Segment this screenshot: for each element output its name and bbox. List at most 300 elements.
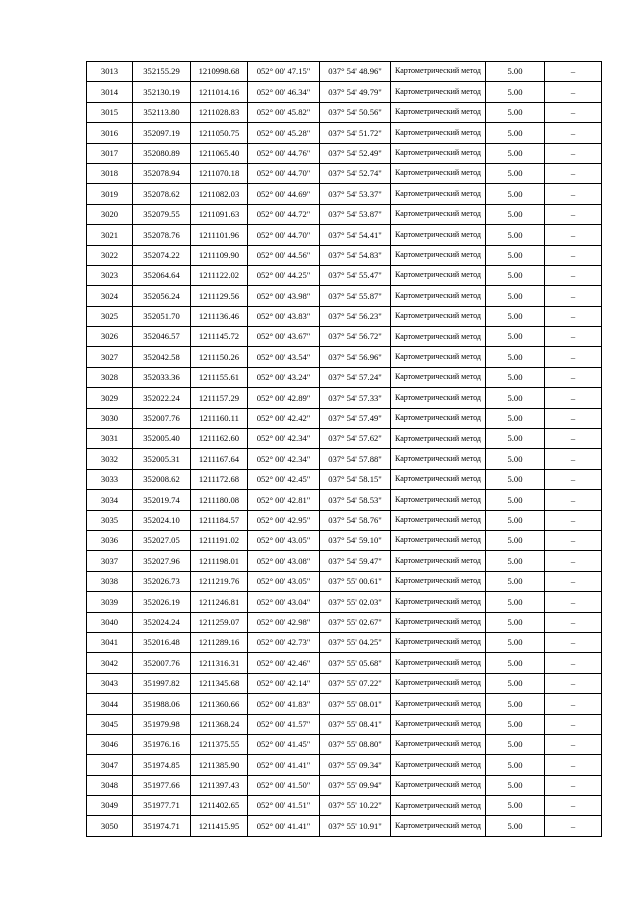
method-cell: Картометрический метод [391, 694, 486, 714]
point-number-cell: 3029 [87, 388, 133, 408]
table-row [87, 653, 602, 673]
y-coordinate-cell: 1211160.11 [191, 408, 248, 428]
latitude-cell: 052° 00' 43.05" [248, 530, 320, 550]
y-coordinate-cell: 1211368.24 [191, 714, 248, 734]
point-number-cell: 3032 [87, 449, 133, 469]
y-coordinate-cell: 1211180.08 [191, 490, 248, 510]
accuracy-cell: 5.00 [486, 571, 545, 591]
point-number-cell: 3040 [87, 612, 133, 632]
accuracy-cell: 5.00 [486, 62, 545, 82]
method-cell: Картометрический метод [391, 327, 486, 347]
method-cell: Картометрический метод [391, 347, 486, 367]
longitude-cell: 037° 54' 56.72" [320, 327, 391, 347]
table-row [87, 755, 602, 775]
x-coordinate-cell: 352113.80 [133, 102, 191, 122]
method-cell: Картометрический метод [391, 62, 486, 82]
latitude-cell: 052° 00' 43.05" [248, 571, 320, 591]
table-row [87, 245, 602, 265]
accuracy-cell: 5.00 [486, 225, 545, 245]
table-row [87, 612, 602, 632]
x-coordinate-cell: 352026.19 [133, 592, 191, 612]
accuracy-cell: 5.00 [486, 204, 545, 224]
longitude-cell: 037° 55' 08.01" [320, 694, 391, 714]
point-number-cell: 3013 [87, 62, 133, 82]
latitude-cell: 052° 00' 41.83" [248, 694, 320, 714]
point-number-cell: 3018 [87, 163, 133, 183]
x-coordinate-cell: 352016.48 [133, 632, 191, 652]
longitude-cell: 037° 55' 08.80" [320, 734, 391, 754]
y-coordinate-cell: 1211136.46 [191, 306, 248, 326]
note-cell: – [545, 530, 602, 550]
accuracy-cell: 5.00 [486, 163, 545, 183]
longitude-cell: 037° 55' 09.94" [320, 775, 391, 795]
x-coordinate-cell: 351988.06 [133, 694, 191, 714]
longitude-cell: 037° 54' 52.49" [320, 143, 391, 163]
accuracy-cell: 5.00 [486, 816, 545, 836]
note-cell: – [545, 653, 602, 673]
method-cell: Картометрический метод [391, 653, 486, 673]
point-number-cell: 3044 [87, 694, 133, 714]
latitude-cell: 052° 00' 44.25" [248, 265, 320, 285]
x-coordinate-cell: 352064.64 [133, 265, 191, 285]
note-cell: – [545, 449, 602, 469]
latitude-cell: 052° 00' 43.98" [248, 286, 320, 306]
note-cell: – [545, 734, 602, 754]
table-row [87, 204, 602, 224]
y-coordinate-cell: 1211375.55 [191, 734, 248, 754]
table-row [87, 714, 602, 734]
point-number-cell: 3022 [87, 245, 133, 265]
note-cell: – [545, 286, 602, 306]
longitude-cell: 037° 54' 58.53" [320, 490, 391, 510]
y-coordinate-cell: 1211157.29 [191, 388, 248, 408]
latitude-cell: 052° 00' 42.46" [248, 653, 320, 673]
method-cell: Картометрический метод [391, 449, 486, 469]
point-number-cell: 3026 [87, 327, 133, 347]
latitude-cell: 052° 00' 43.54" [248, 347, 320, 367]
latitude-cell: 052° 00' 41.50" [248, 775, 320, 795]
latitude-cell: 052° 00' 43.24" [248, 367, 320, 387]
note-cell: – [545, 102, 602, 122]
method-cell: Картометрический метод [391, 204, 486, 224]
table-row [87, 530, 602, 550]
x-coordinate-cell: 351974.85 [133, 755, 191, 775]
table-row [87, 327, 602, 347]
method-cell: Картометрический метод [391, 612, 486, 632]
y-coordinate-cell: 1211402.65 [191, 796, 248, 816]
point-number-cell: 3023 [87, 265, 133, 285]
accuracy-cell: 5.00 [486, 388, 545, 408]
method-cell: Картометрический метод [391, 673, 486, 693]
longitude-cell: 037° 54' 57.24" [320, 367, 391, 387]
accuracy-cell: 5.00 [486, 551, 545, 571]
point-number-cell: 3024 [87, 286, 133, 306]
latitude-cell: 052° 00' 41.45" [248, 734, 320, 754]
latitude-cell: 052° 00' 42.45" [248, 469, 320, 489]
y-coordinate-cell: 1211385.90 [191, 755, 248, 775]
point-number-cell: 3020 [87, 204, 133, 224]
accuracy-cell: 5.00 [486, 327, 545, 347]
note-cell: – [545, 551, 602, 571]
method-cell: Картометрический метод [391, 143, 486, 163]
note-cell: – [545, 347, 602, 367]
latitude-cell: 052° 00' 41.41" [248, 816, 320, 836]
table-row [87, 490, 602, 510]
point-number-cell: 3049 [87, 796, 133, 816]
x-coordinate-cell: 351979.98 [133, 714, 191, 734]
note-cell: – [545, 408, 602, 428]
latitude-cell: 052° 00' 41.57" [248, 714, 320, 734]
table-row [87, 388, 602, 408]
note-cell: – [545, 245, 602, 265]
latitude-cell: 052° 00' 42.98" [248, 612, 320, 632]
x-coordinate-cell: 351976.16 [133, 734, 191, 754]
longitude-cell: 037° 54' 54.41" [320, 225, 391, 245]
x-coordinate-cell: 352026.73 [133, 571, 191, 591]
accuracy-cell: 5.00 [486, 184, 545, 204]
y-coordinate-cell: 1211415.95 [191, 816, 248, 836]
accuracy-cell: 5.00 [486, 286, 545, 306]
y-coordinate-cell: 1211091.63 [191, 204, 248, 224]
method-cell: Картометрический метод [391, 714, 486, 734]
y-coordinate-cell: 1211172.68 [191, 469, 248, 489]
y-coordinate-cell: 1211145.72 [191, 327, 248, 347]
latitude-cell: 052° 00' 44.56" [248, 245, 320, 265]
point-number-cell: 3019 [87, 184, 133, 204]
longitude-cell: 037° 55' 10.91" [320, 816, 391, 836]
latitude-cell: 052° 00' 42.73" [248, 632, 320, 652]
method-cell: Картометрический метод [391, 286, 486, 306]
coordinates-table [86, 61, 602, 837]
latitude-cell: 052° 00' 45.28" [248, 123, 320, 143]
accuracy-cell: 5.00 [486, 469, 545, 489]
x-coordinate-cell: 351997.82 [133, 673, 191, 693]
longitude-cell: 037° 54' 57.33" [320, 388, 391, 408]
method-cell: Картометрический метод [391, 551, 486, 571]
table-row [87, 449, 602, 469]
y-coordinate-cell: 1211082.03 [191, 184, 248, 204]
longitude-cell: 037° 54' 56.23" [320, 306, 391, 326]
x-coordinate-cell: 352019.74 [133, 490, 191, 510]
latitude-cell: 052° 00' 42.81" [248, 490, 320, 510]
latitude-cell: 052° 00' 44.70" [248, 163, 320, 183]
x-coordinate-cell: 352074.22 [133, 245, 191, 265]
longitude-cell: 037° 54' 53.87" [320, 204, 391, 224]
point-number-cell: 3038 [87, 571, 133, 591]
x-coordinate-cell: 352022.24 [133, 388, 191, 408]
table-row [87, 123, 602, 143]
table-row [87, 796, 602, 816]
longitude-cell: 037° 55' 08.41" [320, 714, 391, 734]
note-cell: – [545, 225, 602, 245]
accuracy-cell: 5.00 [486, 755, 545, 775]
method-cell: Картометрический метод [391, 429, 486, 449]
table-row [87, 62, 602, 82]
method-cell: Картометрический метод [391, 408, 486, 428]
longitude-cell: 037° 54' 50.56" [320, 102, 391, 122]
accuracy-cell: 5.00 [486, 143, 545, 163]
accuracy-cell: 5.00 [486, 673, 545, 693]
note-cell: – [545, 163, 602, 183]
method-cell: Картометрический метод [391, 102, 486, 122]
method-cell: Картометрический метод [391, 388, 486, 408]
method-cell: Картометрический метод [391, 816, 486, 836]
accuracy-cell: 5.00 [486, 796, 545, 816]
method-cell: Картометрический метод [391, 123, 486, 143]
accuracy-cell: 5.00 [486, 694, 545, 714]
point-number-cell: 3014 [87, 82, 133, 102]
method-cell: Картометрический метод [391, 796, 486, 816]
longitude-cell: 037° 55' 05.68" [320, 653, 391, 673]
point-number-cell: 3041 [87, 632, 133, 652]
point-number-cell: 3021 [87, 225, 133, 245]
longitude-cell: 037° 54' 59.47" [320, 551, 391, 571]
x-coordinate-cell: 351974.71 [133, 816, 191, 836]
point-number-cell: 3031 [87, 429, 133, 449]
accuracy-cell: 5.00 [486, 306, 545, 326]
longitude-cell: 037° 54' 59.10" [320, 530, 391, 550]
point-number-cell: 3034 [87, 490, 133, 510]
latitude-cell: 052° 00' 42.34" [248, 449, 320, 469]
latitude-cell: 052° 00' 42.34" [248, 429, 320, 449]
note-cell: – [545, 82, 602, 102]
latitude-cell: 052° 00' 42.95" [248, 510, 320, 530]
note-cell: – [545, 612, 602, 632]
x-coordinate-cell: 352078.76 [133, 225, 191, 245]
accuracy-cell: 5.00 [486, 592, 545, 612]
method-cell: Картометрический метод [391, 734, 486, 754]
latitude-cell: 052° 00' 41.41" [248, 755, 320, 775]
y-coordinate-cell: 1211122.02 [191, 265, 248, 285]
accuracy-cell: 5.00 [486, 612, 545, 632]
accuracy-cell: 5.00 [486, 265, 545, 285]
method-cell: Картометрический метод [391, 184, 486, 204]
x-coordinate-cell: 352027.05 [133, 530, 191, 550]
note-cell: – [545, 143, 602, 163]
point-number-cell: 3030 [87, 408, 133, 428]
point-number-cell: 3042 [87, 653, 133, 673]
x-coordinate-cell: 352079.55 [133, 204, 191, 224]
point-number-cell: 3015 [87, 102, 133, 122]
note-cell: – [545, 123, 602, 143]
y-coordinate-cell: 1211014.16 [191, 82, 248, 102]
x-coordinate-cell: 352033.36 [133, 367, 191, 387]
method-cell: Картометрический метод [391, 775, 486, 795]
table-row [87, 225, 602, 245]
latitude-cell: 052° 00' 42.14" [248, 673, 320, 693]
point-number-cell: 3025 [87, 306, 133, 326]
table-row [87, 632, 602, 652]
latitude-cell: 052° 00' 43.08" [248, 551, 320, 571]
table-row [87, 734, 602, 754]
table-row [87, 367, 602, 387]
table-row [87, 571, 602, 591]
accuracy-cell: 5.00 [486, 653, 545, 673]
note-cell: – [545, 694, 602, 714]
y-coordinate-cell: 1211191.02 [191, 530, 248, 550]
x-coordinate-cell: 352027.96 [133, 551, 191, 571]
note-cell: – [545, 388, 602, 408]
x-coordinate-cell: 351977.71 [133, 796, 191, 816]
note-cell: – [545, 775, 602, 795]
longitude-cell: 037° 54' 55.87" [320, 286, 391, 306]
longitude-cell: 037° 55' 02.67" [320, 612, 391, 632]
table-row [87, 673, 602, 693]
x-coordinate-cell: 352046.57 [133, 327, 191, 347]
longitude-cell: 037° 54' 58.76" [320, 510, 391, 530]
y-coordinate-cell: 1211345.68 [191, 673, 248, 693]
longitude-cell: 037° 55' 10.22" [320, 796, 391, 816]
accuracy-cell: 5.00 [486, 245, 545, 265]
y-coordinate-cell: 1211184.57 [191, 510, 248, 530]
table-body [87, 62, 602, 837]
method-cell: Картометрический метод [391, 367, 486, 387]
y-coordinate-cell: 1210998.68 [191, 62, 248, 82]
method-cell: Картометрический метод [391, 225, 486, 245]
y-coordinate-cell: 1211259.07 [191, 612, 248, 632]
y-coordinate-cell: 1211065.40 [191, 143, 248, 163]
x-coordinate-cell: 352042.58 [133, 347, 191, 367]
x-coordinate-cell: 352078.94 [133, 163, 191, 183]
y-coordinate-cell: 1211289.16 [191, 632, 248, 652]
point-number-cell: 3047 [87, 755, 133, 775]
table-row [87, 694, 602, 714]
longitude-cell: 037° 54' 55.47" [320, 265, 391, 285]
table-row [87, 592, 602, 612]
longitude-cell: 037° 55' 07.22" [320, 673, 391, 693]
accuracy-cell: 5.00 [486, 347, 545, 367]
note-cell: – [545, 367, 602, 387]
method-cell: Картометрический метод [391, 490, 486, 510]
point-number-cell: 3039 [87, 592, 133, 612]
y-coordinate-cell: 1211101.96 [191, 225, 248, 245]
longitude-cell: 037° 55' 04.25" [320, 632, 391, 652]
longitude-cell: 037° 55' 02.03" [320, 592, 391, 612]
y-coordinate-cell: 1211167.64 [191, 449, 248, 469]
method-cell: Картометрический метод [391, 530, 486, 550]
point-number-cell: 3027 [87, 347, 133, 367]
table-row [87, 184, 602, 204]
longitude-cell: 037° 55' 09.34" [320, 755, 391, 775]
point-number-cell: 3036 [87, 530, 133, 550]
method-cell: Картометрический метод [391, 306, 486, 326]
note-cell: – [545, 265, 602, 285]
latitude-cell: 052° 00' 47.15" [248, 62, 320, 82]
y-coordinate-cell: 1211150.26 [191, 347, 248, 367]
table-row [87, 286, 602, 306]
table-row [87, 408, 602, 428]
x-coordinate-cell: 352024.24 [133, 612, 191, 632]
latitude-cell: 052° 00' 41.51" [248, 796, 320, 816]
note-cell: – [545, 510, 602, 530]
accuracy-cell: 5.00 [486, 775, 545, 795]
point-number-cell: 3017 [87, 143, 133, 163]
x-coordinate-cell: 352005.40 [133, 429, 191, 449]
method-cell: Картометрический метод [391, 82, 486, 102]
method-cell: Картометрический метод [391, 571, 486, 591]
longitude-cell: 037° 54' 51.72" [320, 123, 391, 143]
y-coordinate-cell: 1211246.81 [191, 592, 248, 612]
table-row [87, 143, 602, 163]
longitude-cell: 037° 54' 57.62" [320, 429, 391, 449]
note-cell: – [545, 673, 602, 693]
method-cell: Картометрический метод [391, 755, 486, 775]
point-number-cell: 3043 [87, 673, 133, 693]
table-row [87, 306, 602, 326]
longitude-cell: 037° 54' 53.37" [320, 184, 391, 204]
longitude-cell: 037° 54' 54.83" [320, 245, 391, 265]
longitude-cell: 037° 54' 49.79" [320, 82, 391, 102]
accuracy-cell: 5.00 [486, 123, 545, 143]
note-cell: – [545, 62, 602, 82]
point-number-cell: 3028 [87, 367, 133, 387]
accuracy-cell: 5.00 [486, 734, 545, 754]
accuracy-cell: 5.00 [486, 510, 545, 530]
x-coordinate-cell: 352051.70 [133, 306, 191, 326]
y-coordinate-cell: 1211129.56 [191, 286, 248, 306]
longitude-cell: 037° 54' 56.96" [320, 347, 391, 367]
x-coordinate-cell: 352130.19 [133, 82, 191, 102]
table-row [87, 429, 602, 449]
x-coordinate-cell: 352078.62 [133, 184, 191, 204]
note-cell: – [545, 816, 602, 836]
latitude-cell: 052° 00' 44.69" [248, 184, 320, 204]
latitude-cell: 052° 00' 44.70" [248, 225, 320, 245]
x-coordinate-cell: 352024.10 [133, 510, 191, 530]
longitude-cell: 037° 55' 00.61" [320, 571, 391, 591]
accuracy-cell: 5.00 [486, 82, 545, 102]
point-number-cell: 3033 [87, 469, 133, 489]
y-coordinate-cell: 1211397.43 [191, 775, 248, 795]
table-row [87, 102, 602, 122]
table-row [87, 265, 602, 285]
method-cell: Картометрический метод [391, 592, 486, 612]
x-coordinate-cell: 352056.24 [133, 286, 191, 306]
method-cell: Картометрический метод [391, 510, 486, 530]
point-number-cell: 3046 [87, 734, 133, 754]
note-cell: – [545, 796, 602, 816]
note-cell: – [545, 714, 602, 734]
x-coordinate-cell: 352007.76 [133, 408, 191, 428]
y-coordinate-cell: 1211109.90 [191, 245, 248, 265]
y-coordinate-cell: 1211155.61 [191, 367, 248, 387]
x-coordinate-cell: 352155.29 [133, 62, 191, 82]
table-row [87, 469, 602, 489]
accuracy-cell: 5.00 [486, 367, 545, 387]
point-number-cell: 3037 [87, 551, 133, 571]
note-cell: – [545, 469, 602, 489]
note-cell: – [545, 490, 602, 510]
point-number-cell: 3035 [87, 510, 133, 530]
y-coordinate-cell: 1211219.76 [191, 571, 248, 591]
longitude-cell: 037° 54' 57.49" [320, 408, 391, 428]
method-cell: Картометрический метод [391, 632, 486, 652]
method-cell: Картометрический метод [391, 163, 486, 183]
point-number-cell: 3050 [87, 816, 133, 836]
x-coordinate-cell: 351977.66 [133, 775, 191, 795]
longitude-cell: 037° 54' 48.96" [320, 62, 391, 82]
accuracy-cell: 5.00 [486, 530, 545, 550]
accuracy-cell: 5.00 [486, 632, 545, 652]
accuracy-cell: 5.00 [486, 429, 545, 449]
table-row [87, 551, 602, 571]
latitude-cell: 052° 00' 43.04" [248, 592, 320, 612]
longitude-cell: 037° 54' 57.88" [320, 449, 391, 469]
latitude-cell: 052° 00' 42.42" [248, 408, 320, 428]
note-cell: – [545, 429, 602, 449]
x-coordinate-cell: 352008.62 [133, 469, 191, 489]
table-row [87, 775, 602, 795]
